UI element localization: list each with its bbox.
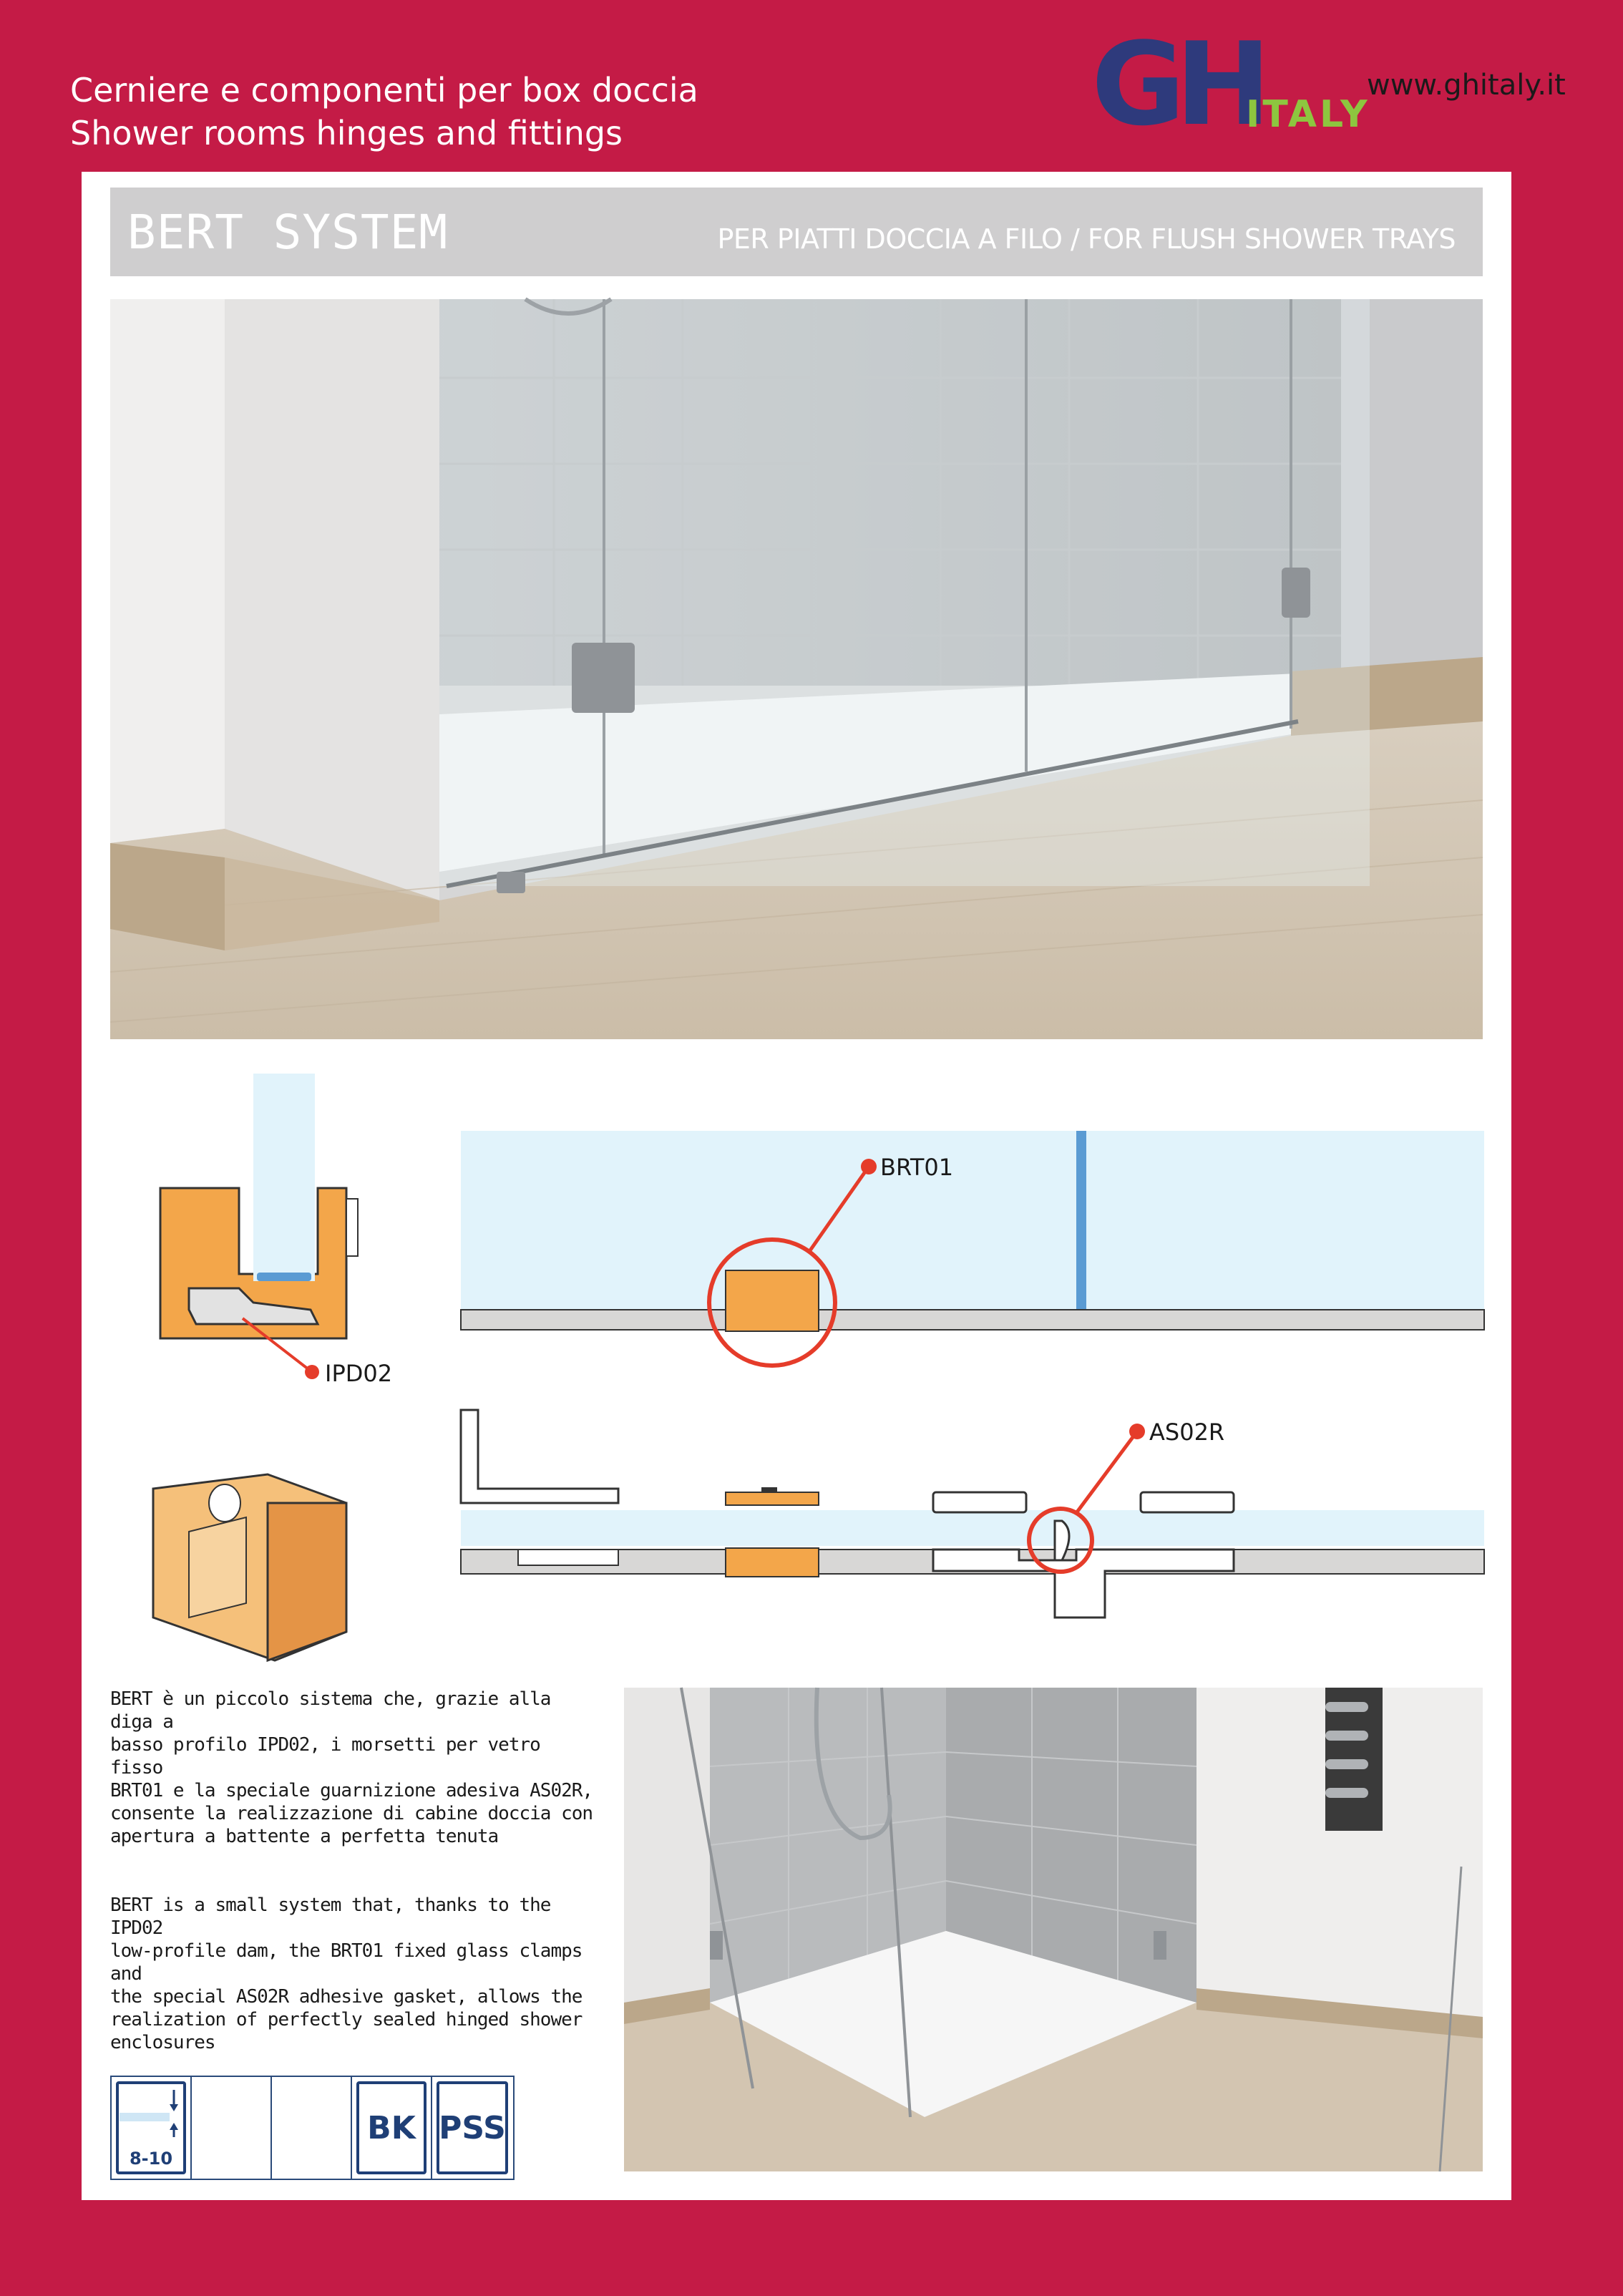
empty-badge-1: [192, 2077, 272, 2179]
tagline-italian: Cerniere e componenti per box doccia: [70, 71, 698, 110]
label-ipd02: IPD02: [325, 1360, 393, 1387]
page-subtitle: PER PIATTI DOCCIA A FILO / FOR FLUSH SHOWER TRAYS: [717, 223, 1456, 255]
glass-joint: [1076, 1131, 1086, 1320]
logo-italy: ITALY: [1246, 93, 1370, 136]
website-url[interactable]: www.ghitaly.it: [1367, 69, 1566, 102]
callout-dot: [305, 1365, 319, 1379]
shower-corner-photo: [624, 1688, 1483, 2171]
label-brt01: BRT01: [880, 1154, 954, 1181]
glass-in-clamp: [253, 1181, 315, 1281]
logo-gh: GH: [1091, 17, 1262, 151]
gasket: [257, 1273, 311, 1281]
title-band: [110, 188, 1483, 276]
description-english: BERT is a small system that, thanks to the IPD02 low-profile dam, the BRT01 fixed glass clamps and the special AS02R adhesive gasket, allows the realization of perfectly sealed hinged shower enclosures: [110, 1894, 583, 2053]
label-as02r: AS02R: [1149, 1419, 1225, 1446]
specification-badges: [110, 2076, 515, 2180]
bk-finish-badge: [352, 2077, 432, 2179]
description-italian: BERT è un piccolo sistema che, grazie alla diga a basso profilo IPD02, i morsetti per vetro fisso BRT01 e la speciale guarnizione adesiva AS02R, consente la realizzazione di cabine doccia con apertura a battente a perfetta tenuta: [110, 1688, 593, 1847]
empty-badge-2: [272, 2077, 352, 2179]
floor-profile: [461, 1310, 1484, 1330]
pss-finish-badge: [432, 2077, 512, 2179]
gh-italy-logo: [1091, 17, 1370, 151]
pss-finish-icon: PSS: [437, 2081, 508, 2174]
ipd02-section-diagram: [146, 1074, 461, 1775]
page-title: BERT SYSTEM: [127, 205, 449, 260]
tagline-english: Shower rooms hinges and fittings: [70, 114, 623, 152]
header-tagline: [70, 69, 698, 155]
content-sheet: [82, 172, 1511, 2200]
brt01-clamp-elevation: [726, 1270, 819, 1331]
glass-thickness-badge: [112, 2077, 192, 2179]
thickness-label: 8-10: [129, 2149, 173, 2169]
shower-enclosure-photo: [110, 299, 1483, 1039]
bk-finish-icon: BK: [356, 2081, 427, 2174]
